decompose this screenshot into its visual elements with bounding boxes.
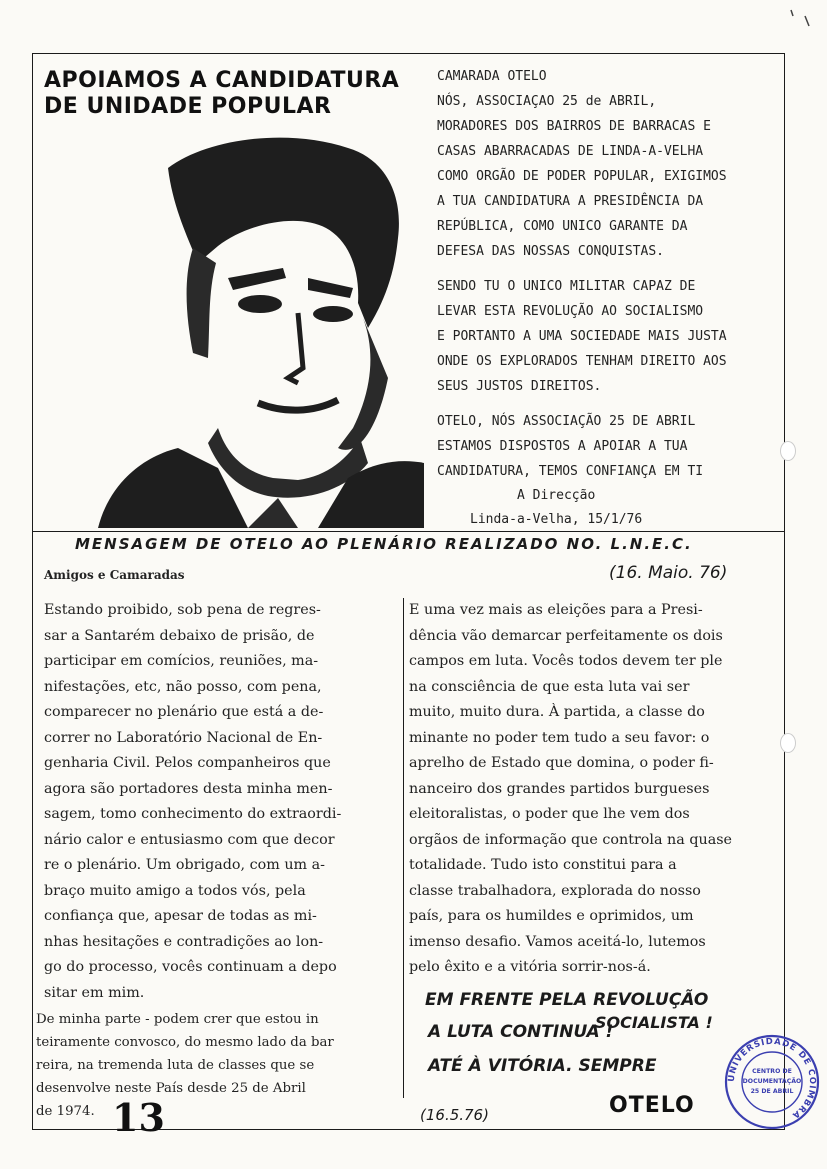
slogan-line: ATÉ À VITÓRIA. SEMPRE xyxy=(428,1056,657,1076)
message-line: reira, na tremenda luta de classes que se xyxy=(36,1058,315,1073)
punch-hole-top xyxy=(780,441,796,461)
section-divider xyxy=(32,531,785,532)
message-line: nifestações, etc, não posso, com pena, xyxy=(44,678,322,695)
message-line: sar a Santarém debaixo de prisão, de xyxy=(44,627,315,644)
letter-place-date: Linda-a-Velha, 15/1/76 xyxy=(470,512,643,527)
message-greeting: Amigos e Camaradas xyxy=(44,568,185,582)
message-line: desenvolve neste País desde 25 de Abril xyxy=(36,1081,306,1096)
stamp-ring-text: UNIVERSIDADE DE COIMBRA xyxy=(726,1036,818,1121)
message-line: eleitoralistas, o poder que lhe vem dos xyxy=(409,806,690,822)
message-line: muito, muito dura. À partida, a classe do xyxy=(409,704,705,720)
message-line: minante no poder tem tudo a seu favor: o xyxy=(409,729,710,746)
message-line: nhas hesitações e contradições ao lon- xyxy=(44,933,324,950)
message-signature: OTELO xyxy=(609,1093,695,1118)
message-line: go do processo, vocês continuam a depo xyxy=(44,959,337,975)
letter-line: OTELO, NÓS ASSOCIAÇÃO 25 DE ABRIL xyxy=(437,414,696,429)
message-line: pelo êxito e a vitória sorrir-nos-á. xyxy=(409,959,651,975)
stamp-center-line: DOCUMENTAÇÃO xyxy=(742,1078,802,1085)
message-line: re o plenário. Um obrigado, com um a- xyxy=(44,857,325,873)
message-column-right xyxy=(409,598,732,981)
message-line: de 1974. xyxy=(36,1104,95,1119)
letter-line: REPÚBLICA, COMO UNICO GARANTE DA xyxy=(437,219,688,234)
letter-line: CASAS ABARRACADAS DE LINDA-A-VELHA xyxy=(437,144,704,159)
message-line: imenso desafio. Vamos aceitá-lo, lutemos xyxy=(409,933,706,950)
message-end-date: (16.5.76) xyxy=(420,1106,489,1124)
column-divider xyxy=(403,598,404,1098)
punch-hole-bottom xyxy=(780,733,796,753)
letter-line: ONDE OS EXPLORADOS TENHAM DIREITO AOS xyxy=(437,354,727,369)
letter-line: NÓS, ASSOCIAÇAO 25 de ABRIL, xyxy=(437,94,657,109)
slogan-line: SOCIALISTA ! xyxy=(595,1013,713,1032)
headline xyxy=(44,68,439,120)
message-line: país, para os humildes e oprimidos, um xyxy=(409,908,694,924)
message-line: nário calor e entusiasmo com que decor xyxy=(44,831,335,848)
stamp-center-line: 25 DE ABRIL xyxy=(750,1088,794,1095)
corner-marks xyxy=(785,6,815,30)
message-date: (16. Maio. 76) xyxy=(609,563,728,583)
message-line: aprelho de Estado que domina, o poder fi- xyxy=(409,755,714,771)
message-line: orgãos de informação que controla na quase xyxy=(409,831,733,848)
message-line: sitar em mim. xyxy=(44,984,145,1001)
slogan-line: EM FRENTE PELA REVOLUÇÃO xyxy=(425,990,709,1010)
letter-line: CANDIDATURA, TEMOS CONFIANÇA EM TI xyxy=(437,464,704,479)
letter-line: A TUA CANDIDATURA A PRESIDÊNCIA DA xyxy=(437,194,704,209)
headline-line-2: DE UNIDADE POPULAR xyxy=(44,94,332,119)
letter-signature: A Direcção xyxy=(517,488,596,503)
otelo-portrait xyxy=(98,128,424,528)
message-line: campos em luta. Vocês todos devem ter ple xyxy=(409,653,723,669)
message-line: De minha parte - podem crer que estou in xyxy=(36,1012,319,1027)
page-number: 13 xyxy=(112,1095,165,1140)
headline-line-1: APOIAMOS A CANDIDATURA xyxy=(44,68,400,93)
letter-line: MORADORES DOS BAIRROS DE BARRACAS E xyxy=(437,119,711,134)
message-line: nanceiro dos grandes partidos burgueses xyxy=(409,780,710,797)
support-letter xyxy=(437,64,777,484)
letter-line: E PORTANTO A UMA SOCIEDADE MAIS JUSTA xyxy=(437,329,727,344)
message-line: Estando proibido, sob pena de regres- xyxy=(44,602,321,618)
letter-line: ESTAMOS DISPOSTOS A APOIAR A TUA xyxy=(437,439,688,454)
letter-line: SEUS JUSTOS DIREITOS. xyxy=(437,379,602,394)
archive-stamp xyxy=(723,1033,821,1131)
message-column-left xyxy=(44,598,341,1006)
message-line: agora são portadores desta minha men- xyxy=(44,780,333,797)
stamp-center-line: CENTRO DE xyxy=(752,1068,792,1075)
message-line: genharia Civil. Pelos companheiros que xyxy=(44,755,331,771)
message-line: totalidade. Tudo isto constitui para a xyxy=(409,857,677,873)
message-line: braço muito amigo a todos vós, pela xyxy=(44,882,306,899)
message-line: E uma vez mais as eleições para a Presi- xyxy=(409,602,703,618)
letter-line: SENDO TU O UNICO MILITAR CAPAZ DE xyxy=(437,279,696,294)
message-line: participar em comícios, reuniões, ma- xyxy=(44,653,319,669)
message-line: teiramente convosco, do mesmo lado da bar xyxy=(36,1035,334,1050)
message-column-left-continued xyxy=(36,1008,334,1123)
slogan-line: A LUTA CONTINUA ! xyxy=(428,1022,614,1042)
message-line: dência vão demarcar perfeitamente os dois xyxy=(409,627,723,644)
message-line: correr no Laboratório Nacional de En- xyxy=(44,729,323,746)
message-line: comparecer no plenário que está a de- xyxy=(44,704,324,720)
message-line: sagem, tomo conhecimento do extraordi- xyxy=(44,806,342,822)
letter-line: CAMARADA OTELO xyxy=(437,69,547,84)
letter-line: DEFESA DAS NOSSAS CONQUISTAS. xyxy=(437,244,664,259)
message-line: confiança que, apesar de todas as mi- xyxy=(44,908,317,924)
letter-line: COMO ORGÃO DE PODER POPULAR, EXIGIMOS xyxy=(437,169,727,184)
message-line: classe trabalhadora, explorada do nosso xyxy=(409,882,701,899)
letter-line: LEVAR ESTA REVOLUÇÃO AO SOCIALISMO xyxy=(437,304,704,319)
message-line: na consciência de que esta luta vai ser xyxy=(409,678,690,695)
message-title: MENSAGEM DE OTELO AO PLENÁRIO REALIZADO NO. L.N.E.C. xyxy=(75,535,693,553)
